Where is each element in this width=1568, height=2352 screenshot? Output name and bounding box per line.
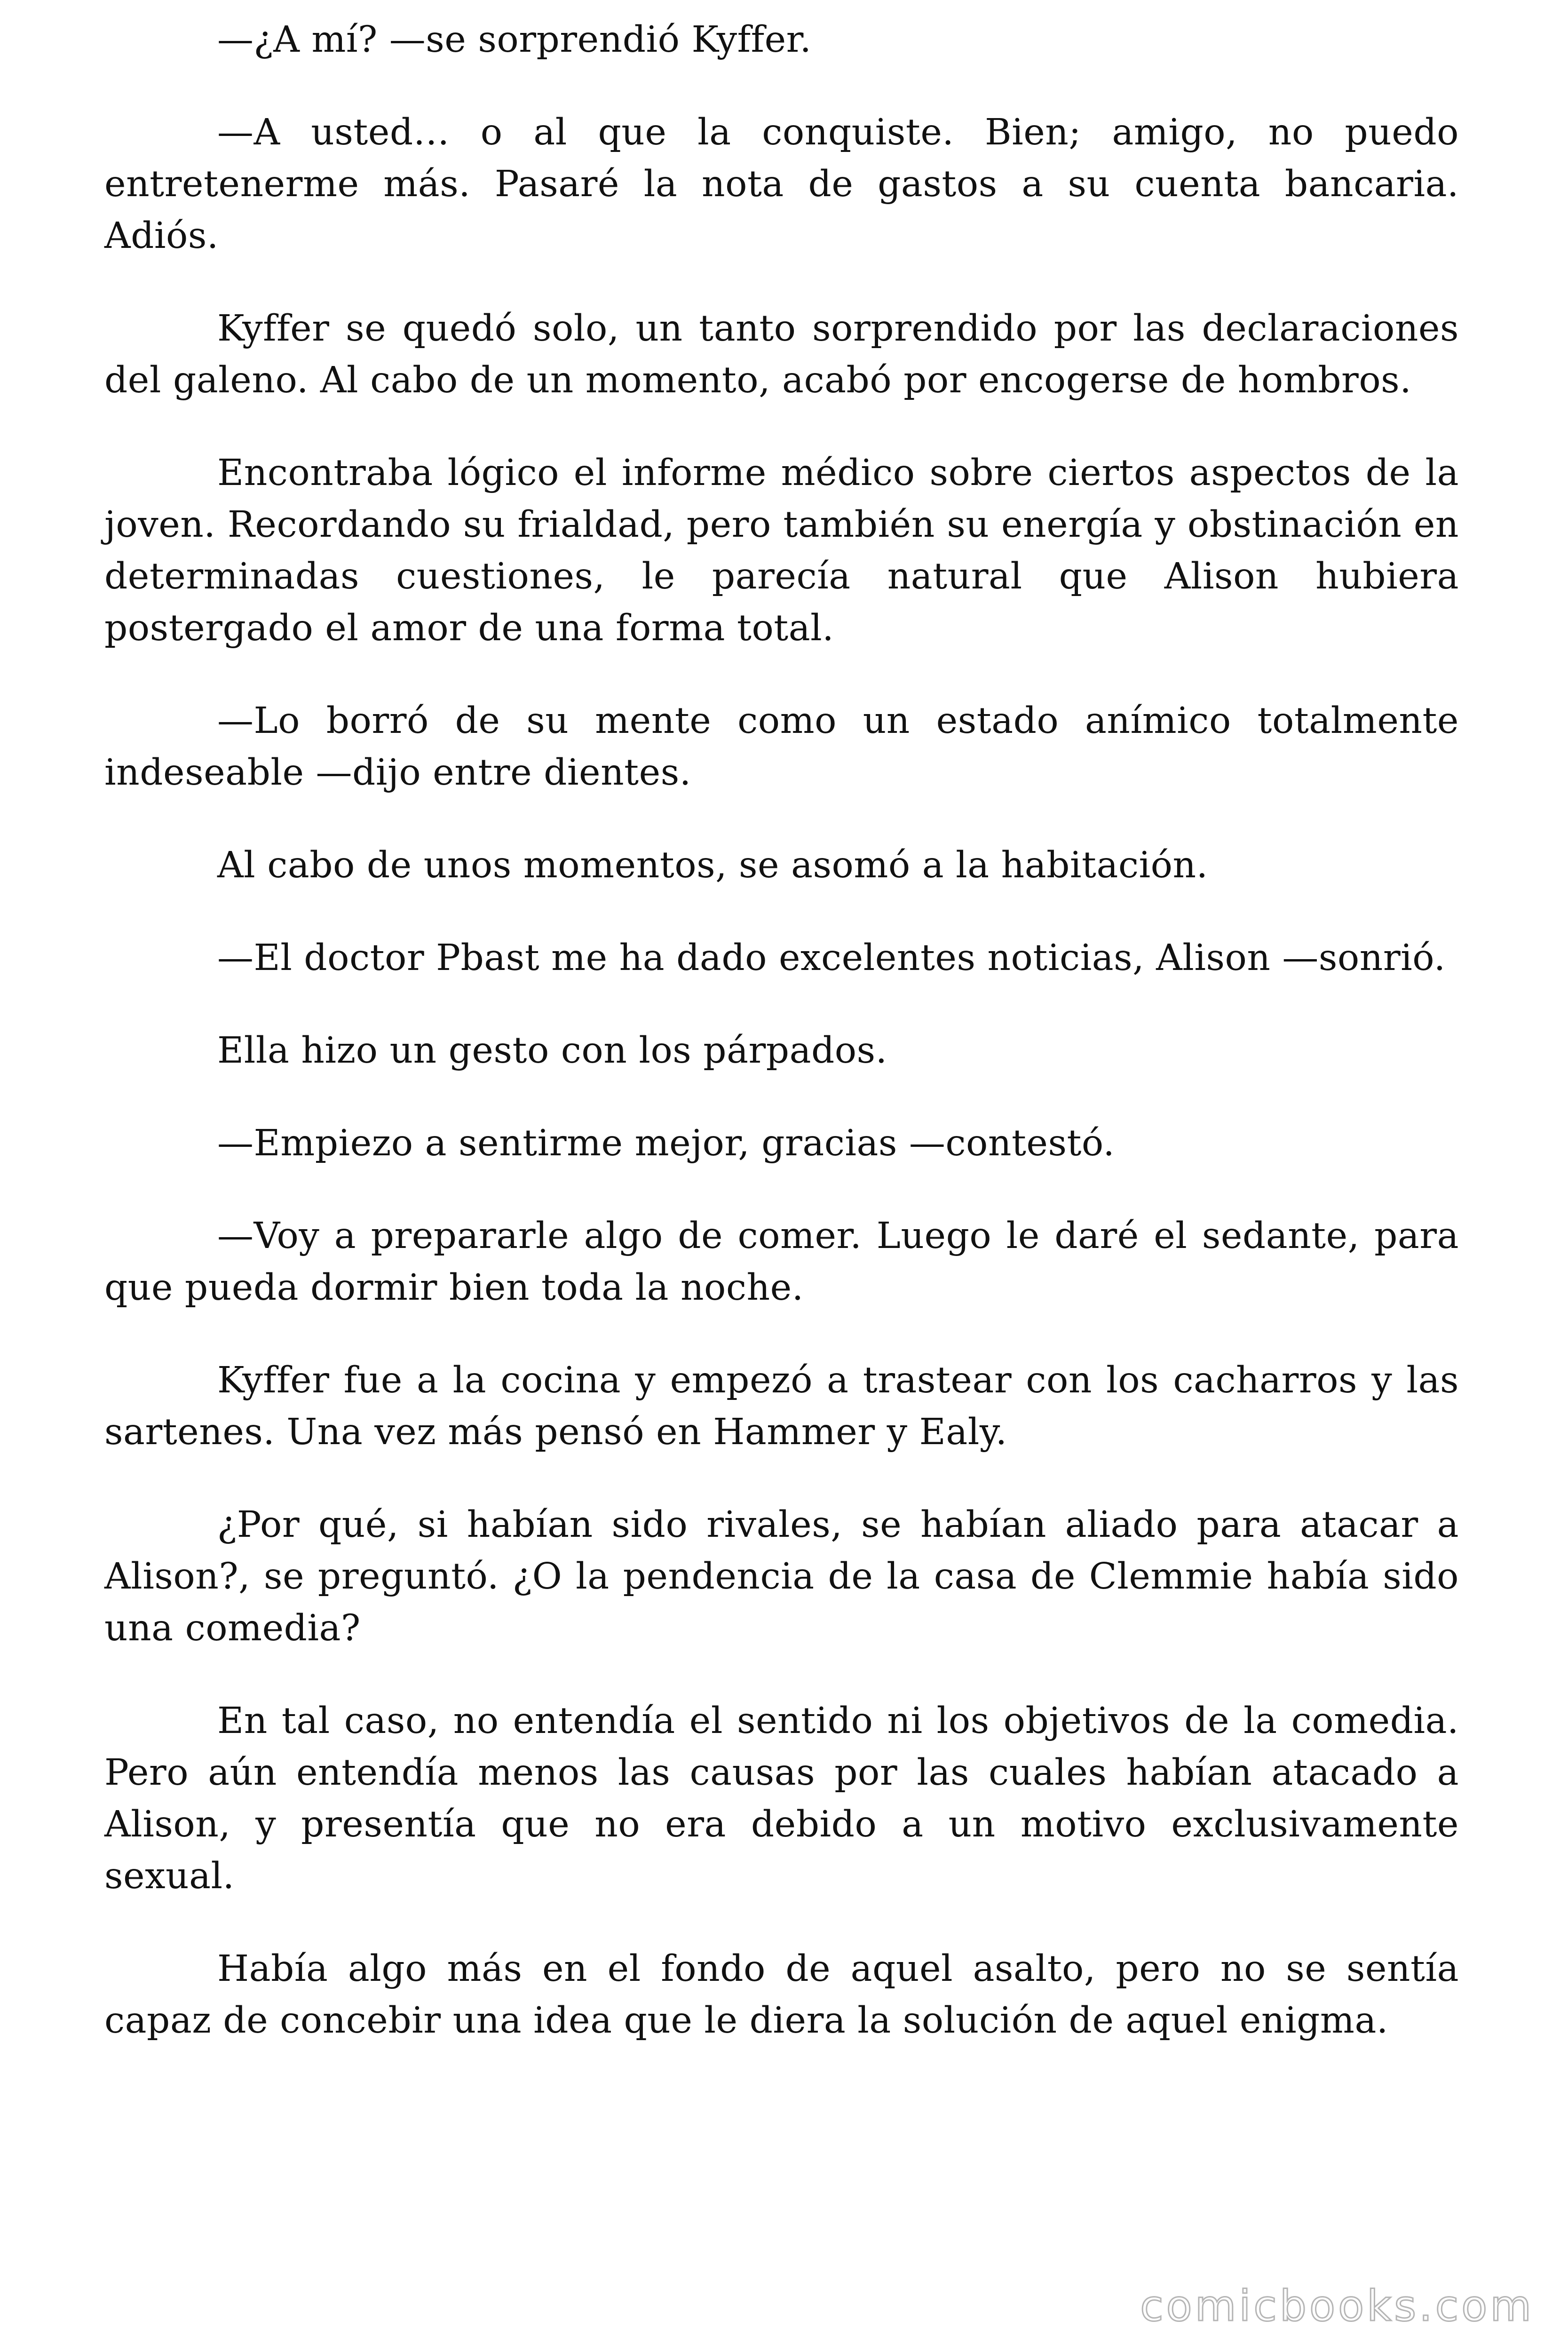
paragraph-6: Al cabo de unos momentos, se asomó a la habitación.	[217, 844, 1208, 886]
watermark-text: comicbooks.com	[1140, 2281, 1534, 2331]
paragraph-2: —A usted… o al que la conquiste. Bien; amigo, no puedo entretenerme más. Pasaré la nota de gastos a su cuenta bancaria. Adiós.	[104, 111, 1459, 257]
paragraph-4: Encontraba lógico el informe médico sobre ciertos aspectos de la joven. Recordando su frialdad, pero también su energía y obstinación en determinadas cuestiones, le parecía natural que Alison hubiera postergado el amor de una forma total.	[104, 452, 1459, 649]
paragraph-11: Kyffer fue a la cocina y empezó a trastear con los cacharros y las sartenes. Una vez más pensó en Hammer y Ealy.	[104, 1359, 1459, 1453]
paragraph-13: En tal caso, no entendía el sentido ni los objetivos de la comedia. Pero aún entendía menos las causas por las cuales habían atacado a Alison, y presentía que no era debido a un motivo exclusivamente sexual.	[104, 1700, 1459, 1897]
paragraph-14: Había algo más en el fondo de aquel asalto, pero no se sentía capaz de concebir una idea que le diera la solución de aquel enigma.	[104, 1948, 1459, 2042]
page-text-block	[104, 14, 1459, 2088]
paragraph-1: —¿A mí? —se sorprendió Kyffer.	[217, 19, 812, 61]
paragraph-10: —Voy a prepararle algo de comer. Luego le daré el sedante, para que pueda dormir bien toda la noche.	[104, 1215, 1459, 1309]
paragraph-8: Ella hizo un gesto con los párpados.	[217, 1030, 887, 1072]
paragraph-9: —Empiezo a sentirme mejor, gracias —contestó.	[217, 1122, 1115, 1164]
paragraph-12: ¿Por qué, si habían sido rivales, se habían aliado para atacar a Alison?, se preguntó. ¿O la pendencia de la casa de Clemmie había sido una comedia?	[104, 1504, 1459, 1649]
paragraph-3: Kyffer se quedó solo, un tanto sorprendido por las declaraciones del galeno. Al cabo de un momento, acabó por encogerse de hombros.	[104, 308, 1459, 401]
paragraph-5: —Lo borró de su mente como un estado anímico totalmente indeseable —dijo entre dientes.	[104, 700, 1459, 794]
paragraph-7: —El doctor Pbast me ha dado excelentes noticias, Alison —sonrió.	[217, 937, 1446, 979]
